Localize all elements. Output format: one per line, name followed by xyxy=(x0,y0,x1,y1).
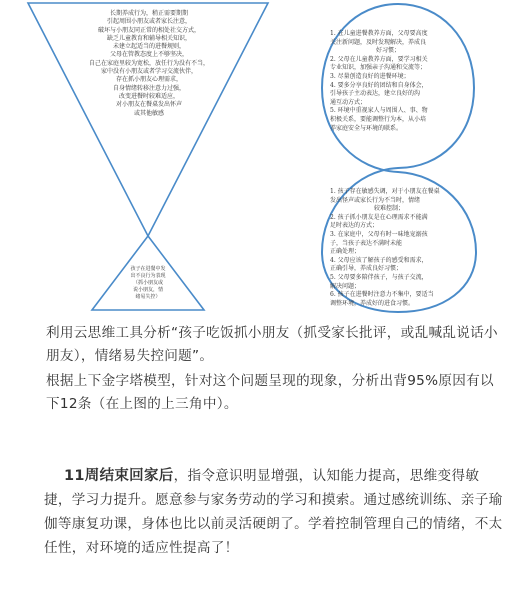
circle-line: 养家庭安全与环境的联系。 xyxy=(330,124,403,132)
circle-line: 好习惯； xyxy=(376,47,401,55)
tri-line: 说小朋友，情 xyxy=(132,287,163,293)
circle-line: 5. 环境中重视家人与周围人、事、物 xyxy=(330,107,428,115)
paragraph-text: ，指令意识明显增强，认知能力提高，思维变得敏捷，学习力提升。愿意参与家务劳动的学习和摸索。通过感统训练、亲子瑜伽等康复功课，身体也比以前灵活硬朗了。学着控制管理自己的情绪，不太任性，对环境的适应性提高了！ xyxy=(44,468,503,556)
circle-line: 专业知识，加强亲子沟通和交流等； xyxy=(330,64,427,72)
circle-line: 较难控制； xyxy=(374,205,405,213)
circle-line: 正确处理； xyxy=(330,248,361,256)
tri-line: 家中没有小朋友或者学习交流伙伴， xyxy=(100,68,197,76)
circle-line: 1. 在儿童进餐教养方面，父母要高度 xyxy=(330,30,428,37)
tri-line: （抓小朋友或 xyxy=(132,280,163,286)
tri-line: 自身情绪转移注意力过强， xyxy=(112,84,185,92)
tri-line: 缺乏儿童教育和辅导相关知识， xyxy=(106,34,191,42)
tri-line: 改变进餐时较难适应， xyxy=(118,92,179,100)
tri-line: 孩子在进餐中发 xyxy=(130,266,166,272)
paragraph-text: 利用云思维工具分析“孩子吃饭抓小朋友（抓受家长批评，或乱喊乱说话小朋友），情绪易失控问题”。 xyxy=(46,325,498,364)
circle-line: 子，当孩子表达不满时未能 xyxy=(330,239,403,247)
tri-line: 未建立起适当的进餐规则， xyxy=(112,43,185,51)
top-circle-text xyxy=(330,30,466,133)
circle-line: 5. 父母要多陪伴孩子，与孩子交流， xyxy=(330,273,428,281)
circle-line: 2. 父母在儿童教养方面，要学习相关 xyxy=(330,55,428,63)
circle-line: 正确引导，养成良好习惯； xyxy=(330,265,403,273)
circle-line: 调整环境，养成好的进食习惯。 xyxy=(330,299,415,307)
tri-line: 绪易失控） xyxy=(135,294,161,300)
paragraph-pyramid-model xyxy=(46,370,502,416)
circle-line: 发出怪声或家长行为不当时，情绪 xyxy=(330,196,421,204)
circle-line: 1. 孩子存在敏感失调，对于小朋友在餐桌 xyxy=(330,188,440,195)
lower-triangle-text xyxy=(118,266,178,301)
bottom-circle-text xyxy=(330,188,470,308)
circle-line: 4. 要多分享良好的团结和自身体会， xyxy=(330,81,428,89)
circle-line: 3. 在家庭中，父母有时一味地宠溺孩 xyxy=(330,230,428,238)
tri-line: 对小朋友在餐桌发出怀声 xyxy=(115,101,182,109)
paragraph-progress-report xyxy=(44,464,506,560)
circle-line: 引导孩子主动表达，建立良好的沟 xyxy=(330,90,421,98)
tri-line: 或其他敏感 xyxy=(133,109,164,117)
circle-line: 3. 尽量创造良好的进餐环境； xyxy=(330,72,410,80)
upper-triangle-text xyxy=(58,10,240,118)
tri-line: 出不良行为表现 xyxy=(130,273,166,279)
tri-line: 引起周围小朋友或者家长注意， xyxy=(106,18,191,26)
circle-line: 解决问题； xyxy=(330,282,361,290)
circle-line: 2. 孩子抓小朋友是在心理需求不能满 xyxy=(330,213,428,221)
tri-line: 父母在管教态度上不够坚决， xyxy=(109,51,188,59)
circle-line: 4. 父母应该了解孩子的感受和需求， xyxy=(330,256,428,264)
circle-line: 通互动方式； xyxy=(330,98,367,106)
paragraph-text: 根据上下金字塔模型，针对这个问题呈现的现象，分析出背95%原因有以下12条（在上图的上三角中）。 xyxy=(46,373,494,412)
tri-line: 自己在家庭里较为宽松，放任行为没有不当， xyxy=(88,59,209,67)
paragraph-heading-bold: 11周结束回家后 xyxy=(64,468,174,484)
tri-line: 存在抓小朋友心理需求， xyxy=(115,76,182,84)
tri-line: 长期养成行为，稍正需要期期 xyxy=(109,10,188,17)
circle-line: 关注新问题，及时发现解决，养成良 xyxy=(330,38,427,46)
circle-line: 积极关系，要能调整行为本，从小培 xyxy=(330,115,427,123)
circle-line: 足时表达的方式； xyxy=(330,222,379,230)
tri-line: 破坏与小朋友同正常的相处社交方式， xyxy=(97,26,200,34)
circle-line: 6. 孩子在进餐时注意力不集中，要适当 xyxy=(330,291,434,299)
paragraph-analysis-intro xyxy=(46,322,502,368)
